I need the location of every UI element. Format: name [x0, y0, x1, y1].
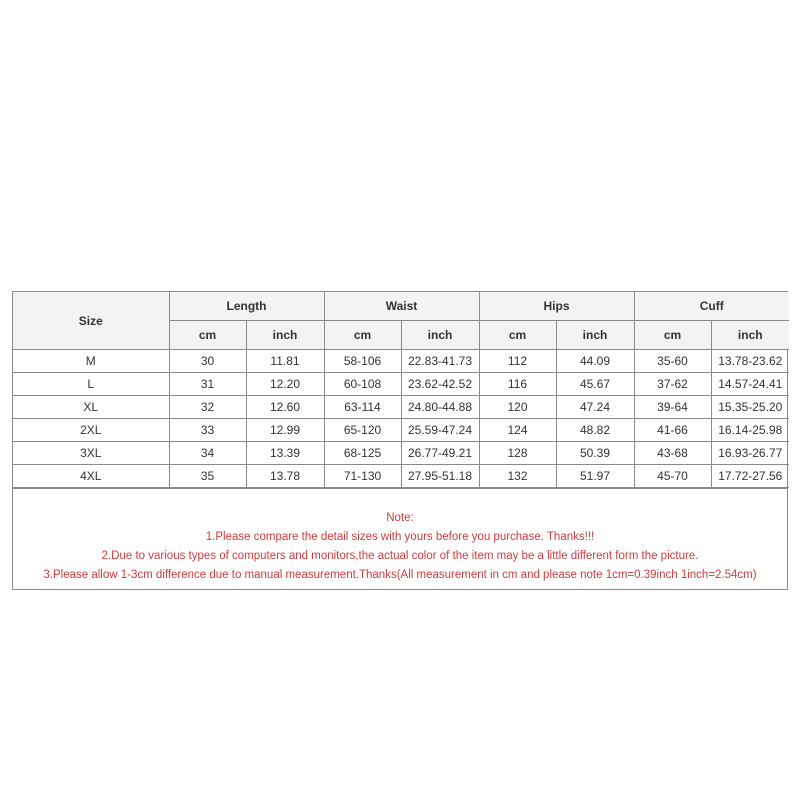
- cuff-cm-header: cm: [634, 321, 711, 350]
- cuff-cm-cell: 45-70: [634, 465, 711, 488]
- table-row: [13, 350, 789, 373]
- length-cm-header: cm: [169, 321, 246, 350]
- cuff-inch-cell: 14.57-24.41: [711, 373, 789, 396]
- length-group-header: Length: [169, 292, 324, 321]
- cuff-inch-cell: 17.72-27.56: [711, 465, 789, 488]
- length-cm-cell: 33: [169, 419, 246, 442]
- hips-inch-cell: 50.39: [556, 442, 634, 465]
- waist-cm-cell: 68-125: [324, 442, 401, 465]
- length-cm-cell: 32: [169, 396, 246, 419]
- size-column-header: Size: [13, 292, 169, 350]
- table-row: [13, 465, 789, 488]
- length-cm-cell: 35: [169, 465, 246, 488]
- table-row: [13, 396, 789, 419]
- hips-inch-cell: 47.24: [556, 396, 634, 419]
- size-table: [13, 292, 789, 488]
- waist-inch-cell: 23.62-42.52: [401, 373, 479, 396]
- hips-cm-header: cm: [479, 321, 556, 350]
- cuff-inch-cell: 15.35-25.20: [711, 396, 789, 419]
- length-inch-cell: 11.81: [246, 350, 324, 373]
- cuff-cm-cell: 35-60: [634, 350, 711, 373]
- waist-cm-cell: 58-106: [324, 350, 401, 373]
- note-line-2: 2.Due to various types of computers and monitors,the actual color of the item may be a little different form the picture.: [101, 550, 699, 562]
- length-inch-cell: 12.20: [246, 373, 324, 396]
- waist-cm-cell: 71-130: [324, 465, 401, 488]
- cuff-cm-cell: 43-68: [634, 442, 711, 465]
- hips-inch-cell: 48.82: [556, 419, 634, 442]
- hips-inch-header: inch: [556, 321, 634, 350]
- hips-group-header: Hips: [479, 292, 634, 321]
- size-cell: XL: [13, 396, 169, 419]
- table-header: [13, 292, 789, 350]
- length-inch-header: inch: [246, 321, 324, 350]
- hips-cm-cell: 132: [479, 465, 556, 488]
- hips-inch-cell: 51.97: [556, 465, 634, 488]
- length-cm-cell: 31: [169, 373, 246, 396]
- table-row: [13, 419, 789, 442]
- hips-cm-cell: 116: [479, 373, 556, 396]
- hips-cm-cell: 112: [479, 350, 556, 373]
- size-cell: 3XL: [13, 442, 169, 465]
- hips-cm-cell: 124: [479, 419, 556, 442]
- length-inch-cell: 12.99: [246, 419, 324, 442]
- hips-inch-cell: 45.67: [556, 373, 634, 396]
- hips-cm-cell: 128: [479, 442, 556, 465]
- length-inch-cell: 13.39: [246, 442, 324, 465]
- cuff-inch-header: inch: [711, 321, 789, 350]
- note-title: Note:: [386, 512, 414, 524]
- cuff-group-header: Cuff: [634, 292, 789, 321]
- waist-cm-cell: 63-114: [324, 396, 401, 419]
- waist-inch-cell: 25.59-47.24: [401, 419, 479, 442]
- waist-cm-cell: 65-120: [324, 419, 401, 442]
- header-group-row: [13, 292, 789, 321]
- length-cm-cell: 34: [169, 442, 246, 465]
- hips-cm-cell: 120: [479, 396, 556, 419]
- table-body: [13, 350, 789, 488]
- waist-inch-cell: 24.80-44.88: [401, 396, 479, 419]
- size-cell: 2XL: [13, 419, 169, 442]
- length-inch-cell: 13.78: [246, 465, 324, 488]
- note-line-1: 1.Please compare the detail sizes with yours before you purchase. Thanks!!!: [205, 531, 595, 543]
- waist-group-header: Waist: [324, 292, 479, 321]
- notes-section: [13, 488, 787, 589]
- size-cell: 4XL: [13, 465, 169, 488]
- size-chart: [12, 291, 788, 590]
- cuff-cm-cell: 39-64: [634, 396, 711, 419]
- length-inch-cell: 12.60: [246, 396, 324, 419]
- length-cm-cell: 30: [169, 350, 246, 373]
- cuff-cm-cell: 37-62: [634, 373, 711, 396]
- note-line-3: 3.Please allow 1-3cm difference due to manual measurement.Thanks(All measurement in cm and please note 1cm=0.39inch 1inch=2.54cm): [43, 569, 757, 581]
- cuff-cm-cell: 41-66: [634, 419, 711, 442]
- cuff-inch-cell: 13.78-23.62: [711, 350, 789, 373]
- cuff-inch-cell: 16.93-26.77: [711, 442, 789, 465]
- hips-inch-cell: 44.09: [556, 350, 634, 373]
- waist-inch-header: inch: [401, 321, 479, 350]
- waist-inch-cell: 26.77-49.21: [401, 442, 479, 465]
- table-row: [13, 442, 789, 465]
- waist-inch-cell: 27.95-51.18: [401, 465, 479, 488]
- waist-cm-cell: 60-108: [324, 373, 401, 396]
- waist-inch-cell: 22.83-41.73: [401, 350, 479, 373]
- size-cell: L: [13, 373, 169, 396]
- table-row: [13, 373, 789, 396]
- size-cell: M: [13, 350, 169, 373]
- waist-cm-header: cm: [324, 321, 401, 350]
- cuff-inch-cell: 16.14-25.98: [711, 419, 789, 442]
